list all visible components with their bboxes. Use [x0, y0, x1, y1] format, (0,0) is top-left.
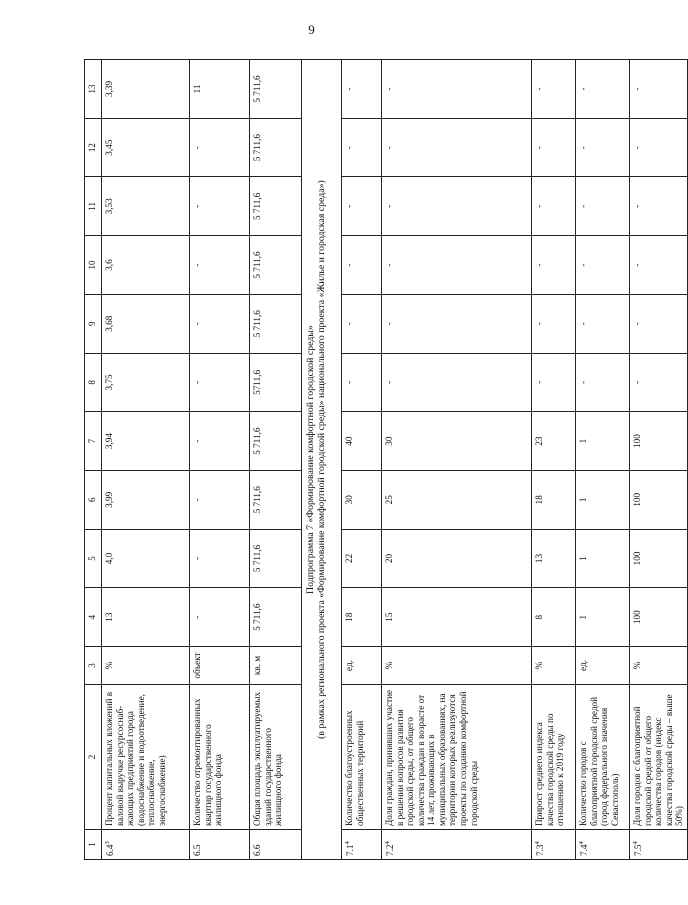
value-cell: -	[190, 529, 250, 588]
value-cell: 3,45	[102, 118, 190, 177]
value-cell: 3,39	[102, 60, 190, 119]
table-row	[342, 60, 382, 860]
value-cell: 3,68	[102, 294, 190, 353]
value-cell: -	[342, 177, 382, 236]
row-number-text: 7.4	[579, 844, 590, 856]
value-cell: -	[342, 294, 382, 353]
value-cell: -	[630, 118, 688, 177]
row-number	[382, 830, 532, 860]
indicator-name: Количество отремонтированных квартир государственного жилищного фонда	[190, 685, 250, 830]
value-cell: 5 711,6	[250, 412, 302, 471]
row-footnote-mark: 4	[632, 841, 639, 845]
unit-cell: ед.	[576, 647, 630, 685]
row-footnote-mark: 4	[344, 841, 351, 845]
value-cell: -	[630, 177, 688, 236]
value-cell: 13	[532, 529, 576, 588]
header-cell: 11	[85, 177, 102, 236]
value-cell: 100	[630, 412, 688, 471]
value-cell: 5 711,6	[250, 529, 302, 588]
value-cell: 40	[342, 412, 382, 471]
value-cell: 13	[102, 588, 190, 647]
indicators-table	[84, 59, 688, 860]
row-number	[190, 830, 250, 860]
value-cell: 22	[342, 529, 382, 588]
page-number: 9	[308, 22, 315, 37]
header-cell: 12	[85, 118, 102, 177]
row-number	[102, 830, 190, 860]
value-cell: 8	[532, 588, 576, 647]
value-cell: 1	[576, 529, 630, 588]
value-cell: 5 711,6	[250, 118, 302, 177]
value-cell: 1	[576, 412, 630, 471]
row-footnote-mark: 4	[384, 841, 391, 845]
row-number-text: 7.3	[535, 844, 546, 856]
value-cell: -	[342, 118, 382, 177]
indicator-name: Доля городов с благоприятной городской средой от общего количества городов (индекс качества городской среды – выше 50%)	[630, 685, 688, 830]
value-cell: 3,94	[102, 412, 190, 471]
value-cell: -	[576, 236, 630, 295]
value-cell: -	[532, 60, 576, 119]
value-cell: -	[630, 236, 688, 295]
unit-cell: %	[532, 647, 576, 685]
value-cell: -	[342, 353, 382, 412]
header-cell: 3	[85, 647, 102, 685]
value-cell: -	[382, 118, 532, 177]
value-cell: 100	[630, 529, 688, 588]
table-row	[190, 60, 250, 860]
header-cell: 9	[85, 294, 102, 353]
value-cell: -	[190, 470, 250, 529]
value-cell: -	[342, 236, 382, 295]
indicator-name: Количество городов с благоприятной городской средой (город федерального значения Севастополь)	[576, 685, 630, 830]
value-cell: -	[576, 60, 630, 119]
value-cell: 100	[630, 470, 688, 529]
value-cell: -	[190, 236, 250, 295]
table-row	[102, 60, 190, 860]
value-cell: 5711,6	[250, 353, 302, 412]
value-cell: -	[532, 236, 576, 295]
row-number	[532, 830, 576, 860]
value-cell: -	[576, 294, 630, 353]
value-cell: -	[630, 353, 688, 412]
header-cell: 10	[85, 236, 102, 295]
value-cell: 4,0	[102, 529, 190, 588]
value-cell: 5 711,6	[250, 470, 302, 529]
value-cell: -	[190, 353, 250, 412]
value-cell: 5 711,6	[250, 588, 302, 647]
row-number-text: 6.5	[192, 844, 202, 856]
header-cell: 5	[85, 529, 102, 588]
row-number-text: 7.2	[385, 844, 396, 856]
value-cell: 5 711,6	[250, 60, 302, 119]
header-cell: 1	[85, 830, 102, 860]
table-row	[630, 60, 688, 860]
row-number-text: 7.5	[633, 844, 644, 856]
value-cell: 11	[190, 60, 250, 119]
value-cell: 3,6	[102, 236, 190, 295]
value-cell: 3,53	[102, 177, 190, 236]
section-title: Подпрограмма 7 «Формирование комфортной городской среды»	[305, 325, 316, 594]
value-cell: -	[382, 294, 532, 353]
value-cell: -	[382, 60, 532, 119]
value-cell: 5 711,6	[250, 177, 302, 236]
value-cell: 3,75	[102, 353, 190, 412]
value-cell: -	[190, 294, 250, 353]
value-cell: 5 711,6	[250, 294, 302, 353]
indicator-name: Процент капитальных вложений в валовой выручке ресурсоснаб-жающих предприятий города (водоснабжение и водоотведение, теплоснабжение, энергоснабжение)	[102, 685, 190, 830]
value-cell: 1	[576, 470, 630, 529]
value-cell: 3,99	[102, 470, 190, 529]
row-number-text: 6.4	[105, 844, 116, 856]
value-cell: 18	[342, 588, 382, 647]
row-number	[342, 830, 382, 860]
value-cell: -	[630, 60, 688, 119]
row-number-text: 6.6	[252, 844, 262, 856]
value-cell: -	[630, 294, 688, 353]
value-cell: -	[576, 353, 630, 412]
value-cell: 25	[382, 470, 532, 529]
value-cell: -	[532, 294, 576, 353]
value-cell: -	[532, 118, 576, 177]
unit-cell: %	[382, 647, 532, 685]
table-row	[532, 60, 576, 860]
unit-cell: %	[630, 647, 688, 685]
value-cell: 20	[382, 529, 532, 588]
value-cell: -	[382, 236, 532, 295]
row-footnote-mark: 4	[578, 841, 585, 845]
indicator-name: Доля граждан, принявших участие в решении вопросов развития городской среды, от общего количества граждан в возрасте от 14 лет, проживающих в муниципальных образованиях, на территории которых реализуются проекты по созданию комфортной городской среды	[382, 685, 532, 830]
value-cell: 30	[382, 412, 532, 471]
value-cell: -	[532, 353, 576, 412]
unit-cell: %	[102, 647, 190, 685]
indicator-name: Прирост среднего индекса качества городской среды по отношению к 2019 году	[532, 685, 576, 830]
header-cell: 7	[85, 412, 102, 471]
row-footnote-mark: 4	[534, 841, 541, 845]
unit-cell: ед.	[342, 647, 382, 685]
value-cell: -	[190, 412, 250, 471]
value-cell: -	[382, 353, 532, 412]
header-cell: 2	[85, 685, 102, 830]
section-cell	[302, 60, 342, 860]
value-cell: -	[190, 177, 250, 236]
value-cell: -	[382, 177, 532, 236]
table-row	[250, 60, 302, 860]
value-cell: 30	[342, 470, 382, 529]
section-subtitle: (в рамках регионального проекта «Формирование комфортной городской среды» национального проекта «Жилье и городская среда»)	[316, 180, 328, 739]
value-cell: 15	[382, 588, 532, 647]
value-cell: -	[576, 118, 630, 177]
header-cell: 13	[85, 60, 102, 119]
row-number	[576, 830, 630, 860]
value-cell: 1	[576, 588, 630, 647]
value-cell: -	[342, 60, 382, 119]
row-footnote-mark: 3	[104, 841, 111, 845]
table-row	[576, 60, 630, 860]
header-cell: 8	[85, 353, 102, 412]
value-cell: 100	[630, 588, 688, 647]
value-cell: -	[532, 177, 576, 236]
value-cell: -	[190, 588, 250, 647]
indicator-name: Общая площадь эксплуатируемых зданий государственного жилищного фонда	[250, 685, 302, 830]
value-cell: 18	[532, 470, 576, 529]
unit-cell: объект	[190, 647, 250, 685]
value-cell: 23	[532, 412, 576, 471]
header-row	[85, 60, 102, 860]
value-cell: 5 711,6	[250, 236, 302, 295]
row-number	[250, 830, 302, 860]
value-cell: -	[576, 177, 630, 236]
header-cell: 4	[85, 588, 102, 647]
section-row	[302, 60, 342, 860]
row-number	[630, 830, 688, 860]
row-number-text: 7.1	[345, 844, 356, 856]
header-cell: 6	[85, 470, 102, 529]
indicators-table-rotated	[84, 60, 685, 860]
table-row	[382, 60, 532, 860]
value-cell: -	[190, 118, 250, 177]
indicator-name: Количество благоустроенных общественных территорий	[342, 685, 382, 830]
unit-cell: кв. м	[250, 647, 302, 685]
